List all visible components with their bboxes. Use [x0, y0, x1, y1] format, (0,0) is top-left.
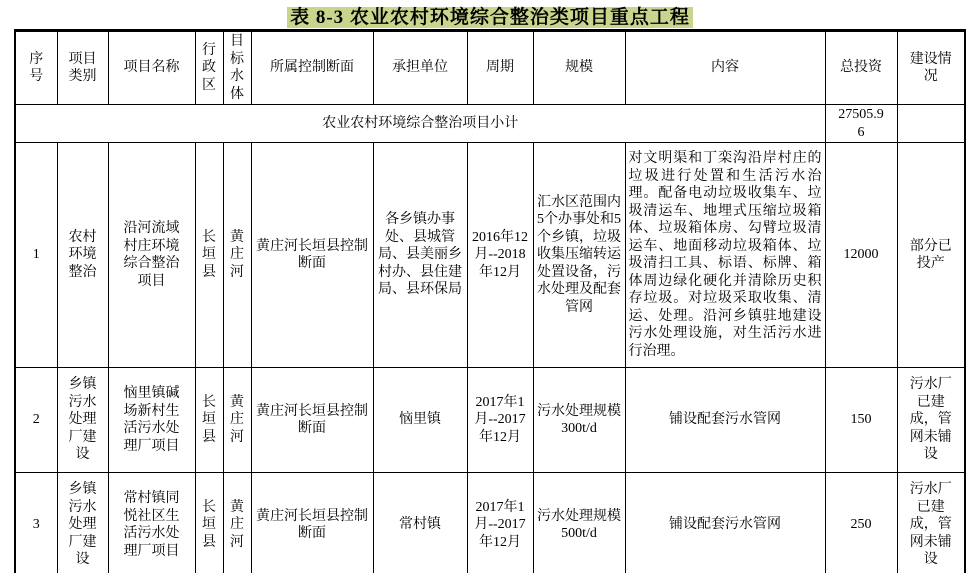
subtotal-label: 农业农村环境综合整治项目小计: [15, 105, 825, 143]
cell-section: 黄庄河长垣县控制断面: [251, 473, 373, 573]
cell-status: 部分已投产: [897, 143, 965, 368]
col-header-content: 内容: [625, 31, 825, 105]
cell-period: 2017年1月--2017年12月: [467, 368, 533, 473]
cell-content: 对文明渠和丁栾沟沿岸村庄的垃圾进行处置和生活污水治理。配备电动垃圾收集车、垃圾清运车、地埋式压缩垃圾箱体、垃圾箱体房、勾臂垃圾清运车、地面移动垃圾箱体、垃圾清扫工具、标语、标牌、箱体周边绿化硬化并清除历史积存垃圾。对垃圾采取收集、清运、处理。沿河乡镇驻地建设污水处理设施，对生活污水进行治理。: [625, 143, 825, 368]
cell-scale: 汇水区范围内5个办事处和5个乡镇，垃圾收集压缩转运处置设备，污水处理及配套管网: [533, 143, 625, 368]
cell-status: 污水厂已建成，管网未铺设: [897, 368, 965, 473]
cell-investment: 12000: [825, 143, 897, 368]
col-header-investment: 总投资: [825, 31, 897, 105]
cell-seq: 3: [15, 473, 57, 573]
cell-category: 农村环境整治: [57, 143, 108, 368]
cell-waterbody: 黄庄河: [223, 368, 251, 473]
cell-category: 乡镇污水处理厂建设: [57, 473, 108, 573]
cell-seq: 1: [15, 143, 57, 368]
cell-content: 铺设配套污水管网: [625, 368, 825, 473]
subtotal-investment: 27505.96: [825, 105, 897, 143]
cell-name: 沿河流域村庄环境综合整治项目: [108, 143, 195, 368]
cell-unit: 恼里镇: [373, 368, 467, 473]
cell-waterbody: 黄庄河: [223, 143, 251, 368]
cell-section: 黄庄河长垣县控制断面: [251, 368, 373, 473]
col-header-district: 行政区: [195, 31, 223, 105]
cell-name: 常村镇同悦社区生活污水处理厂项目: [108, 473, 195, 573]
cell-district: 长垣县: [195, 368, 223, 473]
col-header-name: 项目名称: [108, 31, 195, 105]
header-row: [15, 31, 965, 105]
table-row-project-3: [15, 473, 965, 573]
cell-district: 长垣县: [195, 473, 223, 573]
cell-category: 乡镇污水处理厂建设: [57, 368, 108, 473]
col-header-seq: 序号: [15, 31, 57, 105]
cell-content: 铺设配套污水管网: [625, 473, 825, 573]
cell-section: 黄庄河长垣县控制断面: [251, 143, 373, 368]
col-header-section: 所属控制断面: [251, 31, 373, 105]
cell-unit: 常村镇: [373, 473, 467, 573]
cell-investment: 250: [825, 473, 897, 573]
cell-waterbody: 黄庄河: [223, 473, 251, 573]
page-title: [0, 0, 980, 29]
page-title-text: 表 8-3 农业农村环境综合整治类项目重点工程: [287, 7, 693, 28]
cell-scale: 污水处理规模500t/d: [533, 473, 625, 573]
col-header-period: 周期: [467, 31, 533, 105]
cell-district: 长垣县: [195, 143, 223, 368]
cell-period: 2017年1月--2017年12月: [467, 473, 533, 573]
col-header-unit: 承担单位: [373, 31, 467, 105]
cell-name: 恼里镇碱场新村生活污水处理厂项目: [108, 368, 195, 473]
cell-investment: 150: [825, 368, 897, 473]
col-header-category: 项目类别: [57, 31, 108, 105]
cell-unit: 各乡镇办事处、县城管局、县美丽乡村办、县住建局、县环保局: [373, 143, 467, 368]
subtotal-status: [897, 105, 965, 143]
table-row-project-1: [15, 143, 965, 368]
cell-scale: 污水处理规模300t/d: [533, 368, 625, 473]
col-header-scale: 规模: [533, 31, 625, 105]
cell-seq: 2: [15, 368, 57, 473]
cell-period: 2016年12月--2018年12月: [467, 143, 533, 368]
subtotal-row: [15, 105, 965, 143]
projects-table: [14, 29, 966, 573]
col-header-status: 建设情况: [897, 31, 965, 105]
cell-status: 污水厂已建成，管网未铺设: [897, 473, 965, 573]
table-row-project-2: [15, 368, 965, 473]
col-header-waterbody: 目标水体: [223, 31, 251, 105]
